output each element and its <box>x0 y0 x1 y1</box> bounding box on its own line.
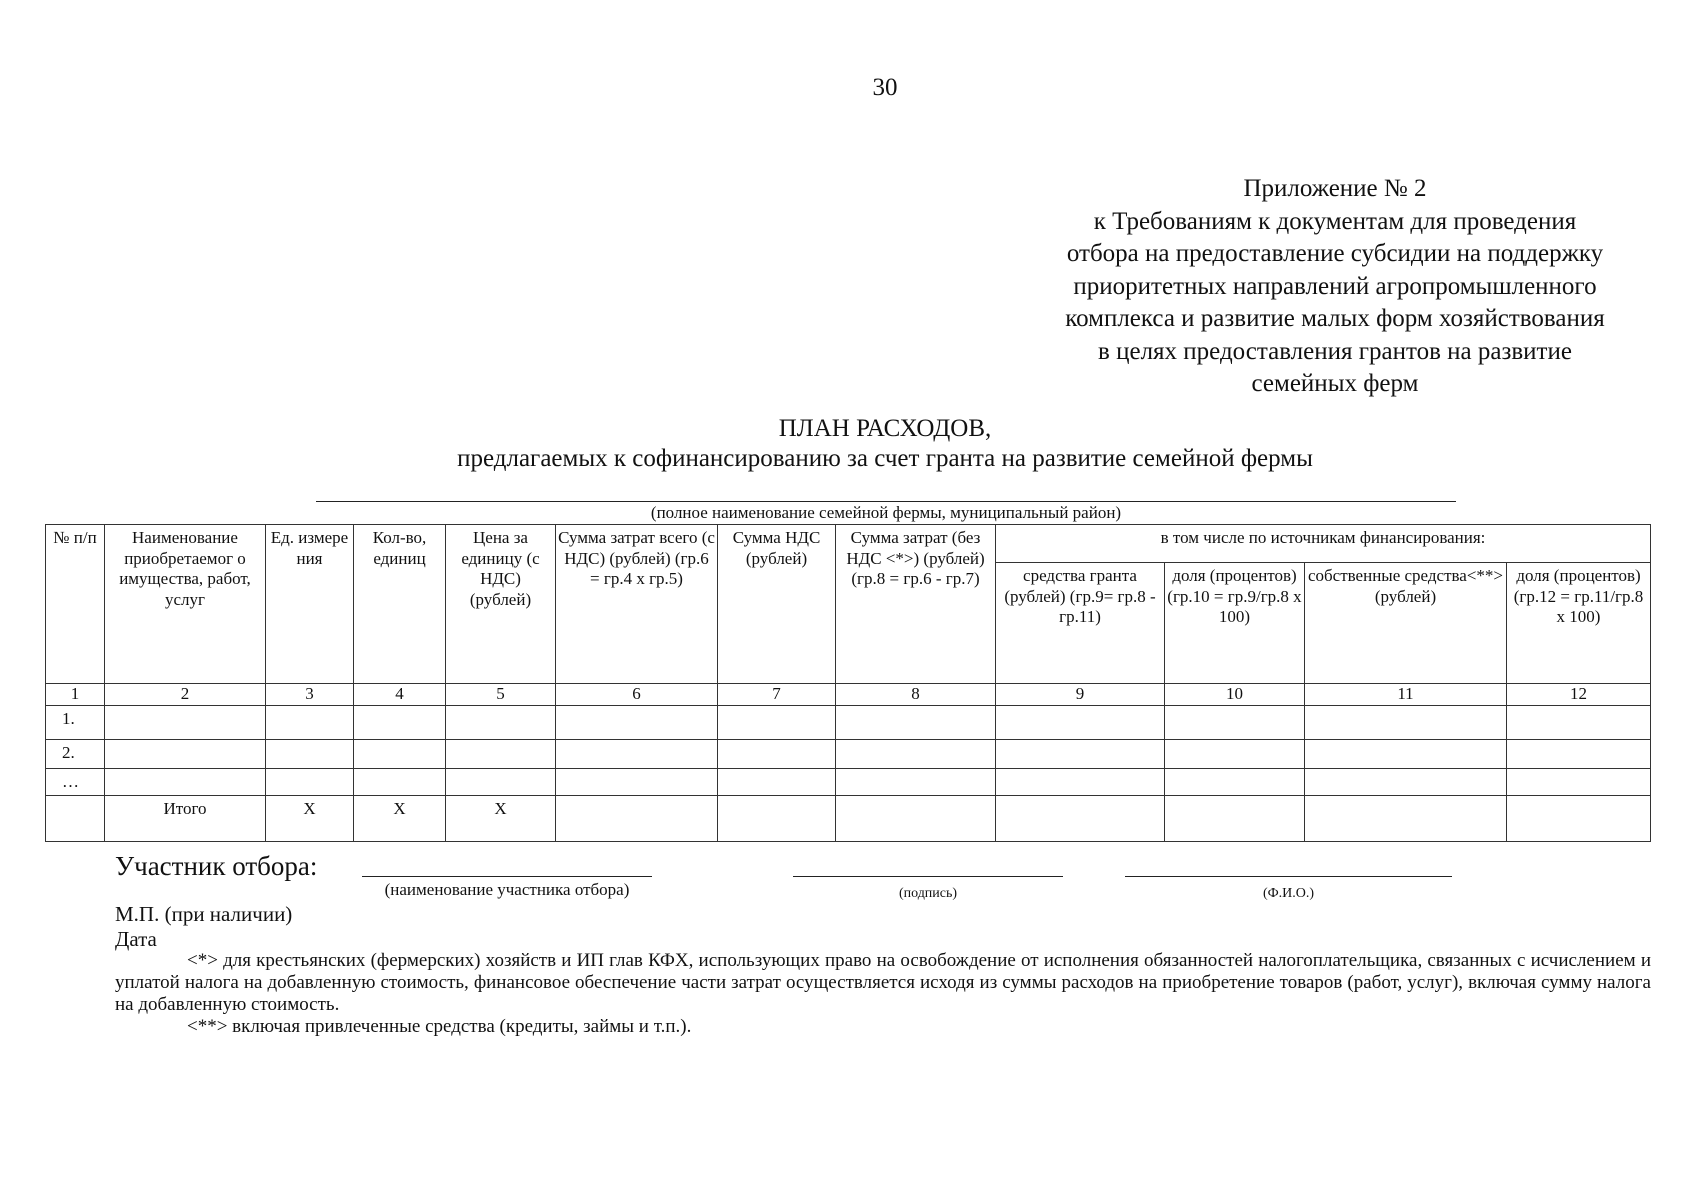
table-cell[interactable] <box>718 769 836 796</box>
table-cell[interactable] <box>1305 769 1507 796</box>
table-cell[interactable] <box>266 769 354 796</box>
column-number: 3 <box>266 684 354 706</box>
table-cell[interactable] <box>836 740 996 769</box>
table-cell[interactable] <box>105 706 266 740</box>
footnote: <**> включая привлеченные средства (кредиты, займы и т.п.). <box>187 1016 692 1037</box>
table-cell[interactable] <box>1507 740 1651 769</box>
table-cell: Х <box>354 796 446 842</box>
table-cell[interactable] <box>1165 706 1305 740</box>
table-cell[interactable] <box>266 706 354 740</box>
table-row <box>46 706 1651 740</box>
document-subtitle: предлагаемых к софинансированию за счет гранта на развитие семейной фермы <box>457 445 1313 472</box>
appendix-line: в целях предоставления грантов на развитие <box>1098 337 1572 365</box>
header-cell-grant-funds: средства гранта (рублей) (гр.9= гр.8 - гр.11) <box>996 563 1165 684</box>
table-cell: Х <box>446 796 556 842</box>
table-cell[interactable]: … <box>46 769 105 796</box>
farm-name-caption: (полное наименование семейной фермы, муниципальный район) <box>650 503 1122 522</box>
column-number: 5 <box>446 684 556 706</box>
header-cell-own-funds: собственные средства<**> (рублей) <box>1305 563 1507 684</box>
date-label: Дата <box>115 927 157 951</box>
table-cell[interactable] <box>354 706 446 740</box>
column-number: 10 <box>1165 684 1305 706</box>
column-number: 6 <box>556 684 718 706</box>
column-number: 7 <box>718 684 836 706</box>
document-title: ПЛАН РАСХОДОВ, <box>778 415 992 442</box>
appendix-line: к Требованиям к документам для проведения <box>1093 207 1577 235</box>
table-cell[interactable] <box>556 769 718 796</box>
header-cell-name: Наименование приобретаемог о имущества, работ, услуг <box>105 525 266 684</box>
appendix-line: отбора на предоставление субсидии на поддержку <box>1066 240 1604 267</box>
appendix-header <box>1010 173 1660 401</box>
column-number: 12 <box>1507 684 1651 706</box>
participant-name-caption: (наименование участника отбора) <box>384 880 630 899</box>
table-cell[interactable] <box>1305 706 1507 740</box>
table-cell[interactable] <box>556 706 718 740</box>
table-cell[interactable] <box>996 740 1165 769</box>
header-cell-unit: Ед. измере ния <box>266 525 354 684</box>
header-cell-no: № п/п <box>46 525 105 684</box>
table-cell[interactable] <box>1165 769 1305 796</box>
table-row <box>46 769 1651 796</box>
header-cell-funding-sources: в том числе по источникам финансирования: <box>996 525 1651 563</box>
table-cell[interactable] <box>446 706 556 740</box>
column-number: 1 <box>46 684 105 706</box>
table-cell[interactable] <box>266 740 354 769</box>
column-number: 2 <box>105 684 266 706</box>
table-cell[interactable] <box>996 769 1165 796</box>
header-cell-grant-share: доля (процентов) (гр.10 = гр.9/гр.8 х 100) <box>1165 563 1305 684</box>
column-number: 4 <box>354 684 446 706</box>
appendix-line: Приложение № 2 <box>1243 175 1427 202</box>
table-cell[interactable] <box>446 740 556 769</box>
participant-label: Участник отбора: <box>115 851 318 881</box>
table-cell[interactable] <box>1165 796 1305 842</box>
footnotes <box>115 950 1651 1038</box>
table-cell: Х <box>266 796 354 842</box>
footnote: <*> для крестьянских (фермерских) хозяйств и ИП глав КФХ, использующих право на освобождение от исполнения обязанностей налогоплательщика, связанных с исчислением и уплатой налога на добавленную стоимость, финансовое обеспечение части затрат осуществляется исходя из суммы расходов на приобретение товаров (работ, услуг), включая сумму налога на добавленную стоимость. <box>115 950 1651 1015</box>
table-cell[interactable] <box>105 769 266 796</box>
table-cell[interactable] <box>718 706 836 740</box>
table-cell[interactable] <box>836 769 996 796</box>
fio-caption: (Ф.И.О.) <box>1262 886 1315 901</box>
header-cell-quantity: Кол-во, единиц <box>354 525 446 684</box>
header-cell-unit-price: Цена за единицу (с НДС) (рублей) <box>446 525 556 684</box>
table-cell[interactable] <box>46 796 105 842</box>
appendix-line: приоритетных направлений агропромышленного <box>1073 272 1597 300</box>
table-cell[interactable] <box>1305 796 1507 842</box>
header-cell-total-with-vat: Сумма затрат всего (с НДС) (рублей) (гр.6 = гр.4 х гр.5) <box>556 525 718 684</box>
header-cell-vat: Сумма НДС (рублей) <box>718 525 836 684</box>
column-number-row <box>46 684 1651 706</box>
header-cell-own-share: доля (процентов) (гр.12 = гр.11/гр.8 х 100) <box>1507 563 1651 684</box>
table-cell[interactable] <box>836 706 996 740</box>
table-cell[interactable] <box>556 796 718 842</box>
table-cell[interactable] <box>1507 769 1651 796</box>
signature-field[interactable] <box>793 876 1063 877</box>
table-header-row <box>46 525 1651 563</box>
table-cell[interactable] <box>1507 706 1651 740</box>
appendix-line: семейных ферм <box>1251 370 1419 397</box>
table-cell[interactable]: 1. <box>46 706 105 740</box>
column-number: 9 <box>996 684 1165 706</box>
table-cell[interactable] <box>1165 740 1305 769</box>
table-cell[interactable] <box>105 740 266 769</box>
table-cell[interactable] <box>1305 740 1507 769</box>
table-cell[interactable] <box>354 769 446 796</box>
table-cell[interactable] <box>996 706 1165 740</box>
table-cell[interactable]: 2. <box>46 740 105 769</box>
page-number: 30 <box>872 74 898 101</box>
table-cell[interactable] <box>836 796 996 842</box>
table-cell[interactable] <box>718 796 836 842</box>
column-number: 8 <box>836 684 996 706</box>
table-row <box>46 740 1651 769</box>
stamp-place-label: М.П. (при наличии) <box>115 902 293 926</box>
table-cell[interactable] <box>718 740 836 769</box>
fio-field[interactable] <box>1125 876 1452 877</box>
table-cell[interactable] <box>556 740 718 769</box>
table-cell[interactable] <box>1507 796 1651 842</box>
table-cell[interactable] <box>354 740 446 769</box>
table-row-total <box>46 796 1651 842</box>
column-number: 11 <box>1305 684 1507 706</box>
table-cell[interactable] <box>996 796 1165 842</box>
appendix-line: комплекса и развитие малых форм хозяйствования <box>1065 305 1605 332</box>
header-cell-total-without-vat: Сумма затрат (без НДС <*>) (рублей) (гр.8 = гр.6 - гр.7) <box>836 525 996 684</box>
signature-caption: (подпись) <box>898 886 958 901</box>
participant-name-field[interactable] <box>362 876 652 877</box>
expense-plan-table <box>45 524 1651 842</box>
total-label: Итого <box>105 796 266 842</box>
table-cell[interactable] <box>446 769 556 796</box>
